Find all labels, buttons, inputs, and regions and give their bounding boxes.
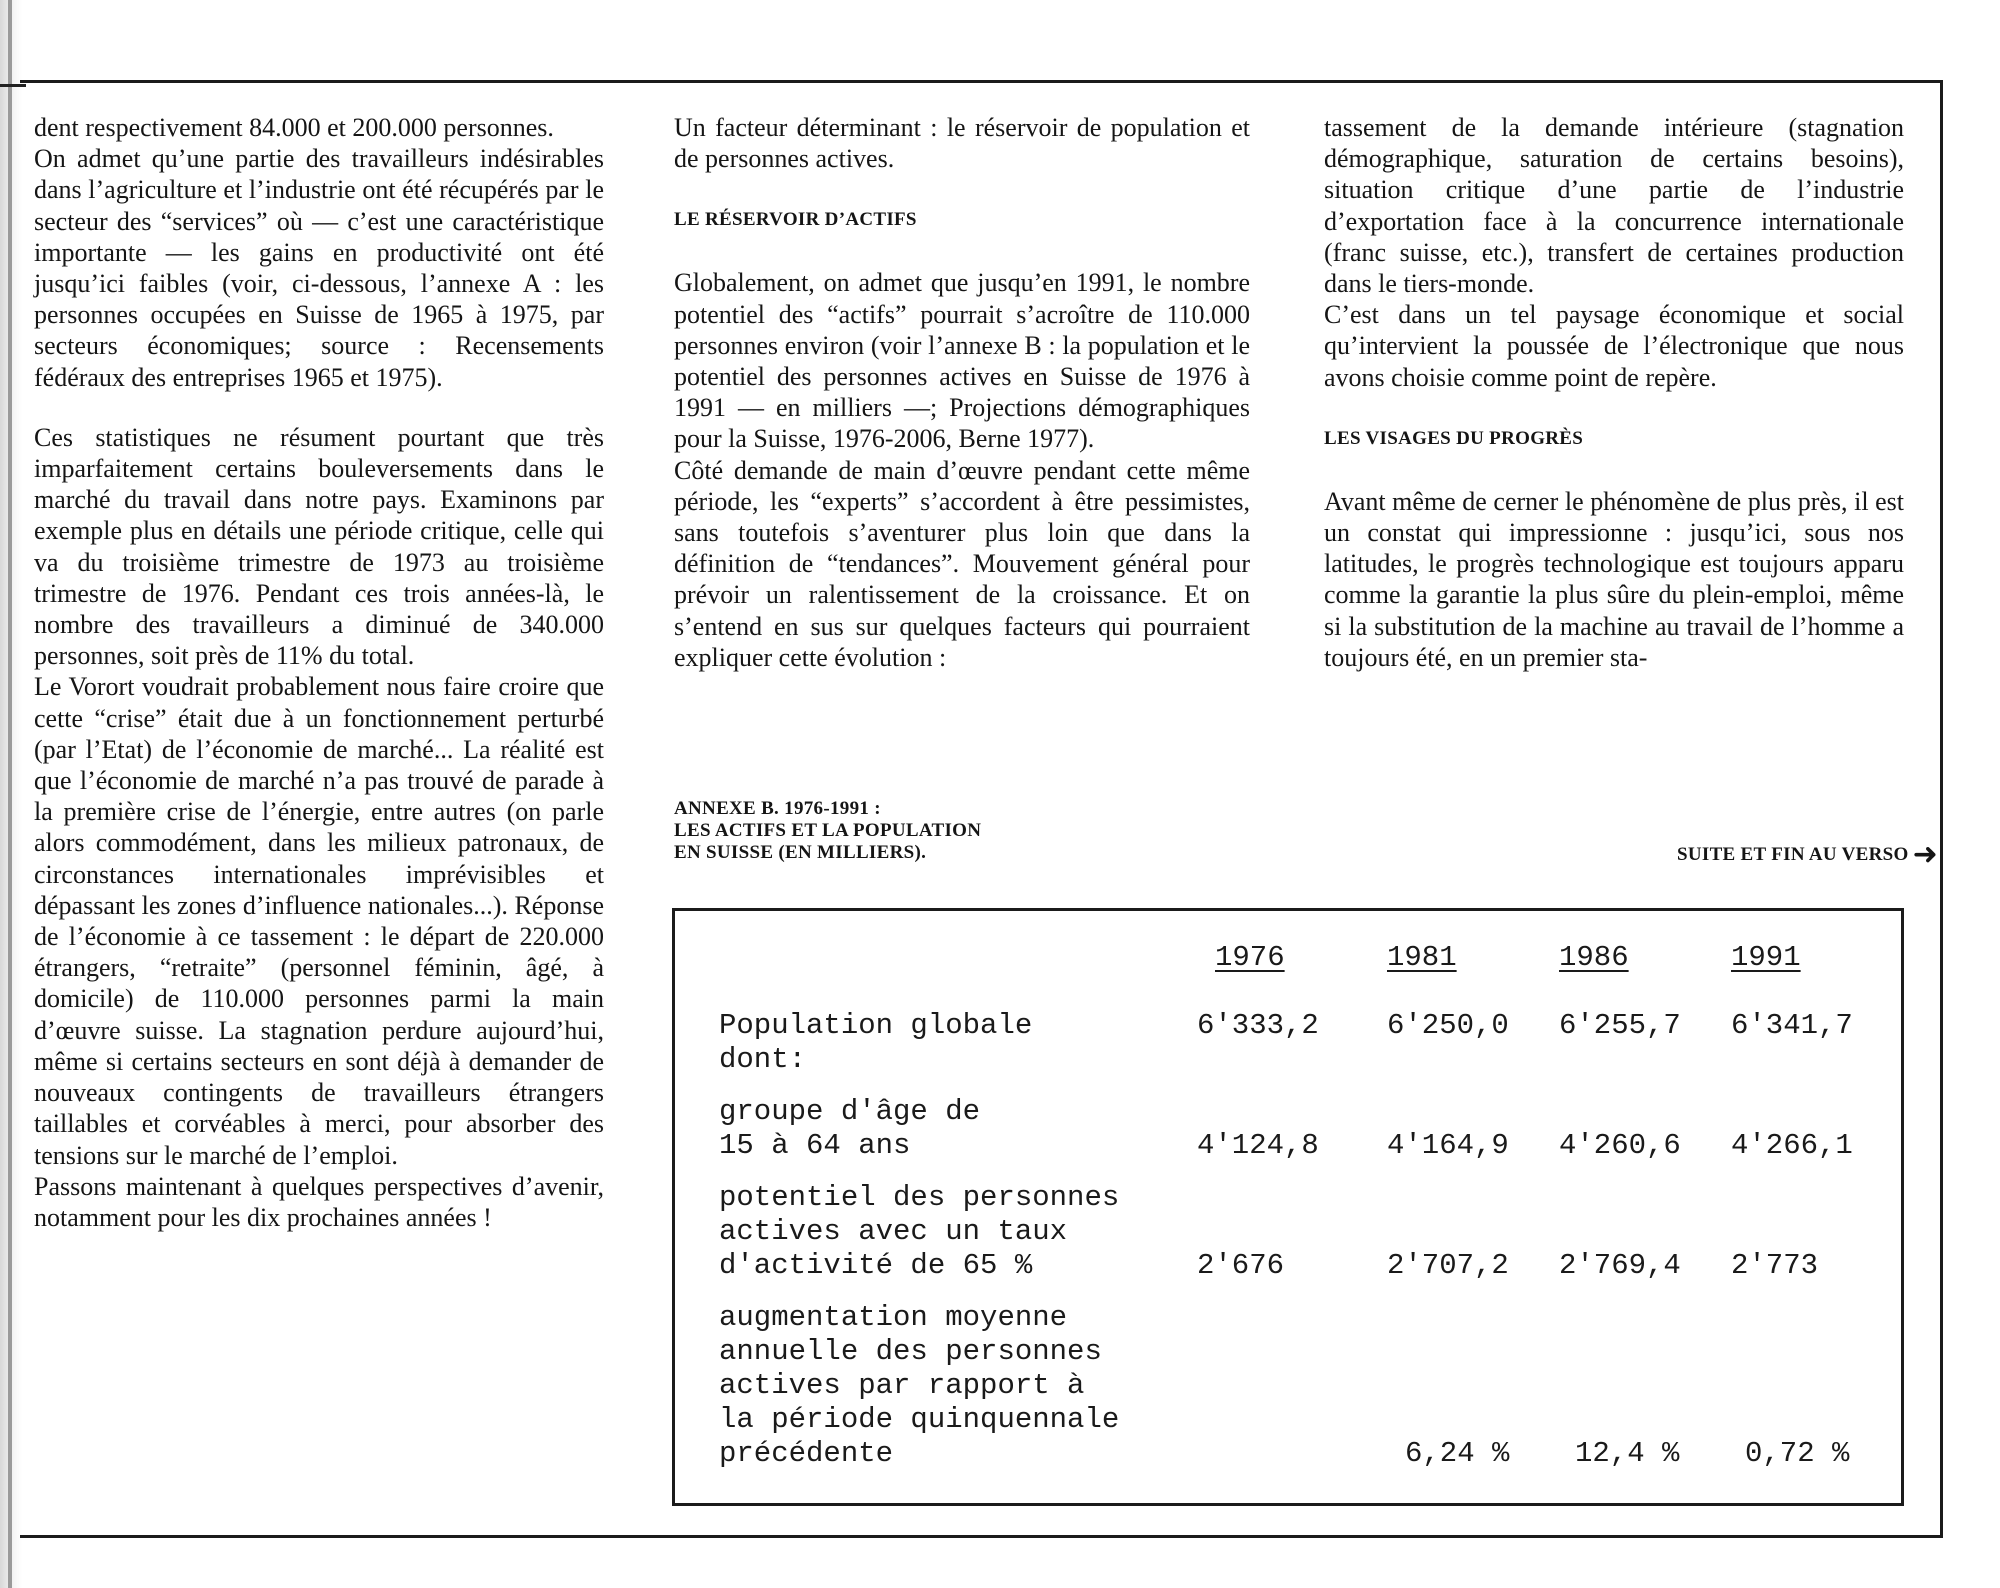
- table-cell: 6'333,2: [1197, 1009, 1319, 1042]
- arrow-right-icon: ➜: [1912, 837, 1938, 872]
- table-row-label: groupe d'âge de 15 à 64 ans: [719, 1095, 981, 1162]
- paragraph: C’est dans un tel paysage économique et social qu’intervient la poussée de l’électronique que nous avons choisie comme point de repère.: [1324, 300, 1904, 392]
- paragraph: Côté demande de main d’œuvre pendant cette même période, les “experts” s’accordent à être pessimistes, sans toutefois s’aventurer plus loin que dans la définition de “tendances”. Mouvement général pour prévoir un ralentissement de la croissance. Et on s’entend en sus sur quelques facteurs qui pourraient expliquer cette évolution :: [674, 455, 1250, 672]
- paragraph: Ces statistiques ne résument pourtant que très imparfaitement certains bouleversements dans le marché du travail dans notre pays. Examinons par exemple plus en détails une période critique, celle qui va du troisième trimestre de 1973 au troisième trimestre de 1976. Pendant ces trois années-là, le nombre des travailleurs a diminué de 340.000 personnes, soit près de 11% du total.: [34, 422, 604, 671]
- annex-title-line: EN SUISSE (EN MILLIERS).: [674, 842, 927, 863]
- table-year-header: 1991: [1731, 941, 1801, 974]
- table-cell: 4'124,8: [1197, 1129, 1319, 1162]
- table-cell: 2'769,4: [1559, 1249, 1681, 1282]
- table-cell: 2'707,2: [1387, 1249, 1509, 1282]
- table-cell: 2'773: [1731, 1249, 1819, 1282]
- annex-table: [672, 908, 1904, 1506]
- table-cell: 6,24 %: [1405, 1437, 1510, 1470]
- table-row-label: potentiel des personnes actives avec un taux d'activité de 65 %: [719, 1181, 1120, 1282]
- table-year-header: 1986: [1559, 941, 1629, 974]
- text-column-2: [674, 112, 1250, 673]
- paragraph: Le Vorort voudrait probablement nous faire croire que cette “crise” était due à un fonctionnement perturbé (par l’Etat) de l’économie de marché... La réalité est que l’économie de marché n’a pas trouvé de parade à la première crise de l’énergie, entre autres (on parle alors commodément, dans les milieux patronaux, de circonstances internationales imprévisibles et dépassant les zones d’influence nationales...). Réponse de l’économie à ce tassement : le départ de 220.000 étrangers, “retraite” (personnel féminin, âgé, à domicile) de 110.000 personnes parmi la main d’œuvre suisse. La stagnation perdure aujourd’hui, même si certains secteurs en sont déjà à demander de nouveaux contingents de travailleurs étrangers taillables et corvéables à merci, pour absorber des tensions sur le marché de l’emploi.: [34, 672, 604, 1170]
- paragraph: Avant même de cerner le phénomène de plus près, il est un constat qui impressionne : jusqu’ici, sous nos latitudes, le progrès technologique est toujours apparu comme la garantie la plus sûre du plein-emploi, même si la substitution de la machine au travail de l’homme a toujours été, en un premier sta-: [1324, 486, 1904, 672]
- table-cell: 2'676: [1197, 1249, 1285, 1282]
- paragraph: dent respectivement 84.000 et 200.000 personnes.: [34, 113, 554, 142]
- paragraph: tassement de la demande intérieure (stagnation démographique, saturation de certains besoins), situation critique d’une partie de l’industrie d’exportation face à la concurrence internationale (franc suisse, etc.), transfert de certaines production dans le tiers-monde.: [1324, 113, 1904, 299]
- paragraph: Globalement, on admet que jusqu’en 1991, le nombre potentiel des “actifs” pourrait s’acroître de 110.000 personnes environ (voir l’annexe B : la population et le potentiel des personnes actives en Suisse de 1976 à 1991 — en milliers —; Projections démographiques pour la Suisse, 1976-2006, Berne 1977).: [674, 268, 1250, 454]
- table-cell: 6'255,7: [1559, 1009, 1681, 1042]
- table-year-header: 1981: [1387, 941, 1457, 974]
- table-row-label: augmentation moyenne annuelle des personnes actives par rapport à la période quinquennale précédente: [719, 1301, 1120, 1470]
- continuation-label: SUITE ET FIN AU VERSO: [1676, 844, 1909, 865]
- continuation-note: [1590, 837, 1938, 872]
- section-heading: LES VISAGES DU PROGRÈS: [1324, 427, 1584, 449]
- paragraph: Un facteur déterminant : le réservoir de population et de personnes actives.: [674, 113, 1250, 174]
- text-column-1: [34, 112, 604, 1233]
- table-year-header: 1976: [1215, 941, 1285, 974]
- table-cell: 4'266,1: [1731, 1129, 1853, 1162]
- binding-line: [8, 0, 12, 1588]
- table-row-label: Population globale dont:: [719, 1009, 1033, 1076]
- annex-title-line: ANNEXE B. 1976-1991 :: [674, 798, 881, 819]
- table-cell: 6'341,7: [1731, 1009, 1853, 1042]
- annex-title: [674, 798, 981, 864]
- annex-title-line: LES ACTIFS ET LA POPULATION: [674, 820, 982, 841]
- table-cell: 0,72 %: [1745, 1437, 1850, 1470]
- table-cell: 6'250,0: [1387, 1009, 1509, 1042]
- paragraph: On admet qu’une partie des travailleurs indésirables dans l’agriculture et l’industrie ont été récupérés par le secteur des “services” où — c’est une caractéristique importante — les gains en productivité ont été jusqu’ici faibles (voir, ci-dessous, l’annexe A : les personnes occupées en Suisse de 1965 à 1975, par secteurs économiques; source : Recensements fédéraux des entreprises 1965 et 1975).: [34, 144, 604, 392]
- table-cell: 4'260,6: [1559, 1129, 1681, 1162]
- text-column-3: [1324, 112, 1904, 673]
- paragraph: Passons maintenant à quelques perspectives d’avenir, notamment pour les dix prochaines années !: [34, 1171, 604, 1232]
- table-cell: 4'164,9: [1387, 1129, 1509, 1162]
- table-cell: 12,4 %: [1575, 1437, 1680, 1470]
- section-heading: LE RÉSERVOIR D’ACTIFS: [674, 209, 917, 231]
